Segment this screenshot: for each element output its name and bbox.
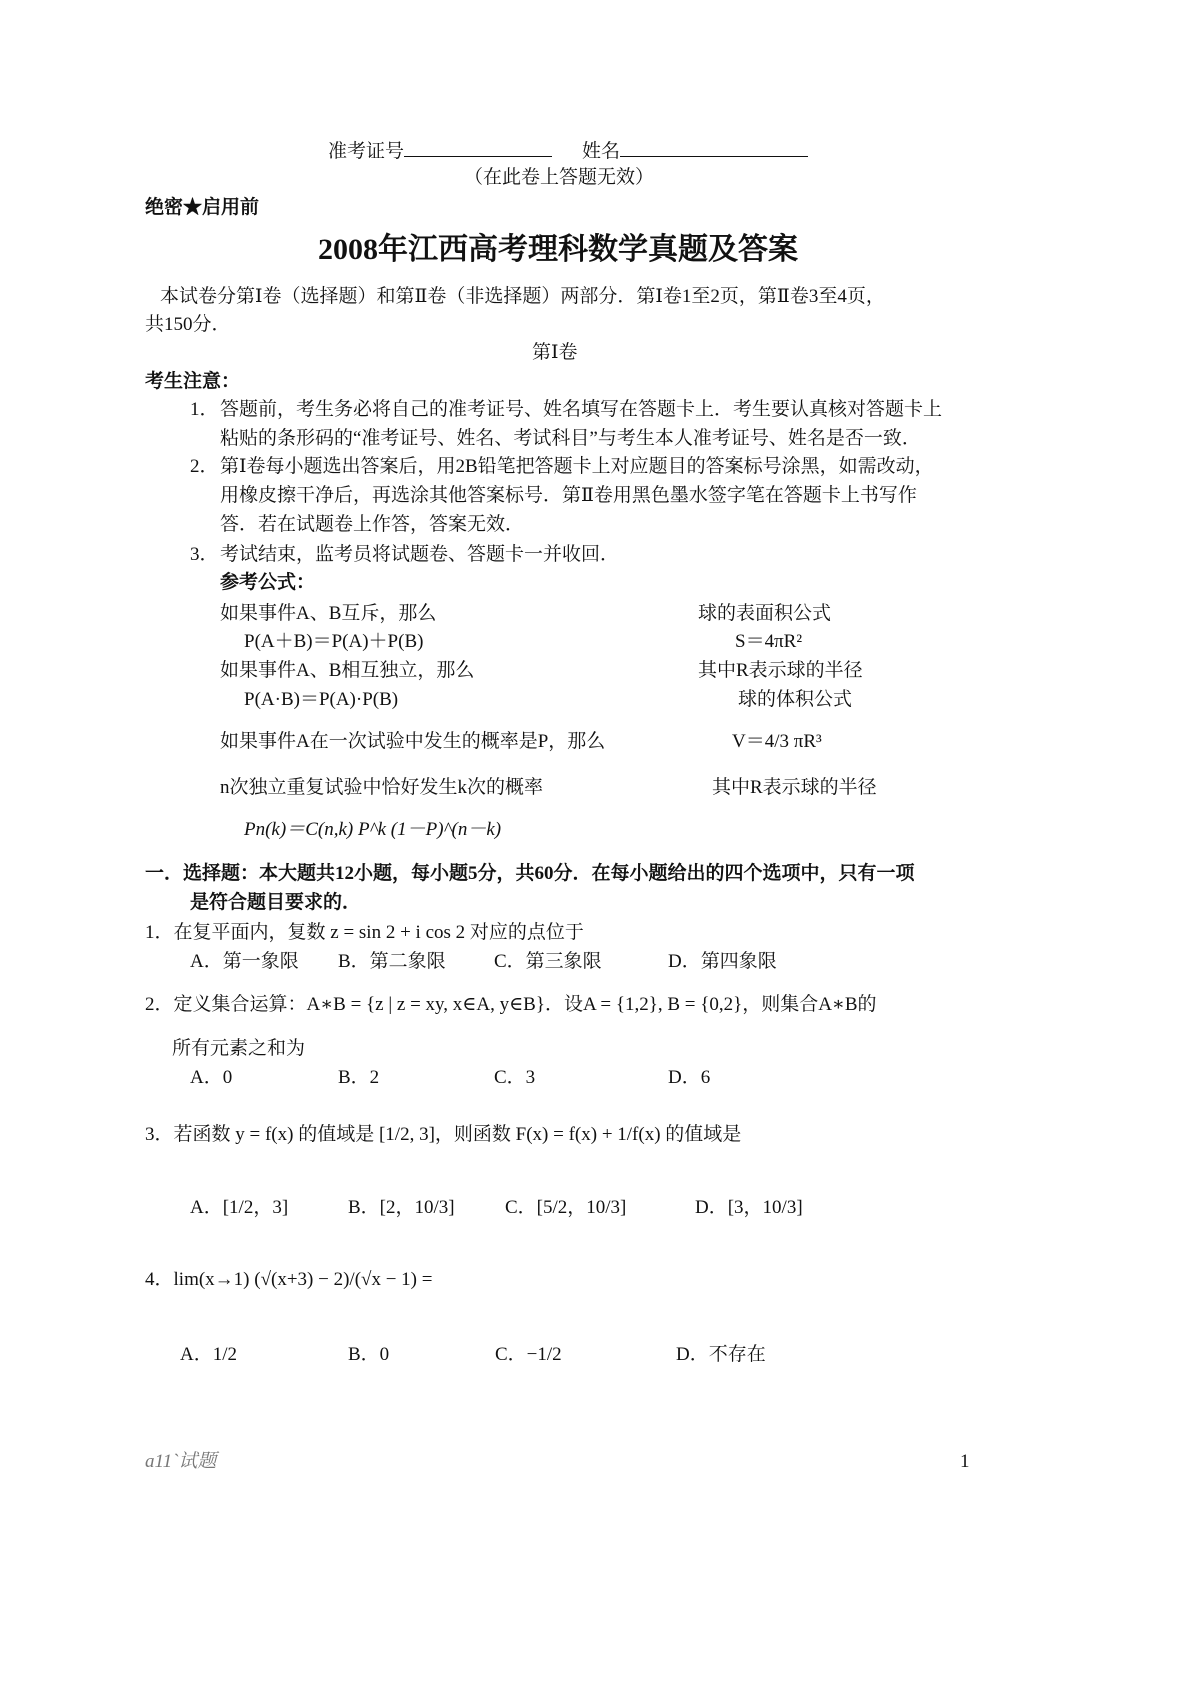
question-stem: lim(x→1) (√(x+3) − 2)/(√x − 1) = xyxy=(173,1269,433,1290)
formula-text: 球的表面积公式 xyxy=(698,603,832,624)
intro-line: 共150分． xyxy=(145,314,231,335)
footer-label: a11`试题 xyxy=(145,1451,217,1472)
notice-line: 用橡皮擦干净后，再选涂其他答案标号．第Ⅱ卷用黑色墨水签字笔在答题卡上书写作 xyxy=(220,485,917,506)
name-field xyxy=(582,138,808,164)
name-blank xyxy=(620,138,808,157)
option: B．0 xyxy=(348,1344,390,1365)
option: A．1/2 xyxy=(180,1344,238,1365)
notice-line: 粘贴的条形码的“准考证号、姓名、考试科目”与考生本人准考证号、姓名是否一致． xyxy=(220,428,921,449)
formula-text: 球的体积公式 xyxy=(738,689,853,710)
option: C．[5/2，10/3] xyxy=(505,1197,627,1218)
option: C．−1/2 xyxy=(495,1344,562,1365)
formula-text: 其中R表示球的半径 xyxy=(712,777,877,798)
volume-heading: 第Ⅰ卷 xyxy=(532,342,578,363)
section-heading: 一．选择题：本大题共12小题，每小题5分，共60分．在每小题给出的四个选项中，只有一项 xyxy=(145,863,915,884)
notice-line: 考试结束，监考员将试题卷、答题卡一并收回． xyxy=(220,544,620,565)
question-num: 1． xyxy=(145,922,174,943)
formula-text: n次独立重复试验中恰好发生k次的概率 xyxy=(220,777,544,798)
question-4 xyxy=(145,1268,432,1292)
formula: S＝4πR² xyxy=(735,631,803,652)
option: B．2 xyxy=(338,1067,380,1088)
formula: Pn(k)＝C(n,k) P^k (1－P)^(n－k) xyxy=(244,819,502,840)
formula-text: 如果事件A在一次试验中发生的概率是P，那么 xyxy=(220,731,606,752)
secret-mark: 绝密★启用前 xyxy=(145,197,260,218)
exam-id-blank xyxy=(404,138,552,157)
notice-line: 第Ⅰ卷每小题选出答案后，用2B铅笔把答题卡上对应题目的答案标号涂黑，如需改动， xyxy=(220,456,934,477)
option: C．第三象限 xyxy=(494,951,602,972)
question-stem: 在复平面内，复数 z = sin 2 + i cos 2 对应的点位于 xyxy=(173,922,584,943)
section-heading: 是符合题目要求的． xyxy=(190,892,362,913)
formula-text: 如果事件A、B互斥，那么 xyxy=(220,603,437,624)
option: B．[2，10/3] xyxy=(348,1197,455,1218)
option: D．[3，10/3] xyxy=(695,1197,803,1218)
option: A．第一象限 xyxy=(190,951,299,972)
question-stem: 若函数 y = f(x) 的值域是 [1/2, 3]，则函数 F(x) = f(x) + 1/f(x) 的值域是 xyxy=(173,1124,742,1145)
option: C．3 xyxy=(494,1067,536,1088)
formula: P(A＋B)＝P(A)＋P(B) xyxy=(244,631,424,652)
question-2 xyxy=(145,993,877,1017)
question-num: 3． xyxy=(145,1124,174,1145)
question-num: 4． xyxy=(145,1269,174,1290)
option: A．[1/2，3] xyxy=(190,1197,289,1218)
notice-line: 答．若在试题卷上作答，答案无效． xyxy=(220,514,525,535)
notice-num: 1． xyxy=(190,399,219,420)
option: D．第四象限 xyxy=(668,951,777,972)
question-1 xyxy=(145,921,584,945)
question-stem: 定义集合运算：A∗B = {z | z = xy, x∈A, y∈B}．设A = {1,2}, B = {0,2}，则集合A∗B的 xyxy=(173,994,877,1015)
exam-id-field xyxy=(328,138,552,164)
notice-title: 考生注意： xyxy=(145,371,241,392)
formula-text: 如果事件A、B相互独立，那么 xyxy=(220,660,475,681)
invalid-note: （在此卷上答题无效） xyxy=(464,167,655,188)
formula: V＝4/3 πR³ xyxy=(732,731,822,752)
question-stem-cont: 所有元素之和为 xyxy=(172,1038,306,1059)
notice-num: 3． xyxy=(190,544,219,565)
notice-num: 2． xyxy=(190,456,219,477)
question-3 xyxy=(145,1123,741,1147)
option: A．0 xyxy=(190,1067,233,1088)
option: B．第二象限 xyxy=(338,951,446,972)
exam-id-label: 准考证号 xyxy=(328,141,405,162)
notice-line: 答题前，考生务必将自己的准考证号、姓名填写在答题卡上．考生要认真核对答题卡上 xyxy=(220,399,943,420)
formula-text: 其中R表示球的半径 xyxy=(698,660,863,681)
formula: P(A·B)＝P(A)·P(B) xyxy=(244,689,399,710)
intro-line: 本试卷分第Ⅰ卷（选择题）和第Ⅱ卷（非选择题）两部分．第Ⅰ卷1至2页，第Ⅱ卷3至4页， xyxy=(160,286,885,307)
name-label: 姓名 xyxy=(582,141,621,162)
question-num: 2． xyxy=(145,994,174,1015)
option: D．6 xyxy=(668,1067,711,1088)
option: D．不存在 xyxy=(676,1344,766,1365)
page-number: 1 xyxy=(960,1451,970,1472)
formula-title: 参考公式： xyxy=(220,572,316,593)
page-title: 2008年江西高考理科数学真题及答案 xyxy=(318,233,798,266)
